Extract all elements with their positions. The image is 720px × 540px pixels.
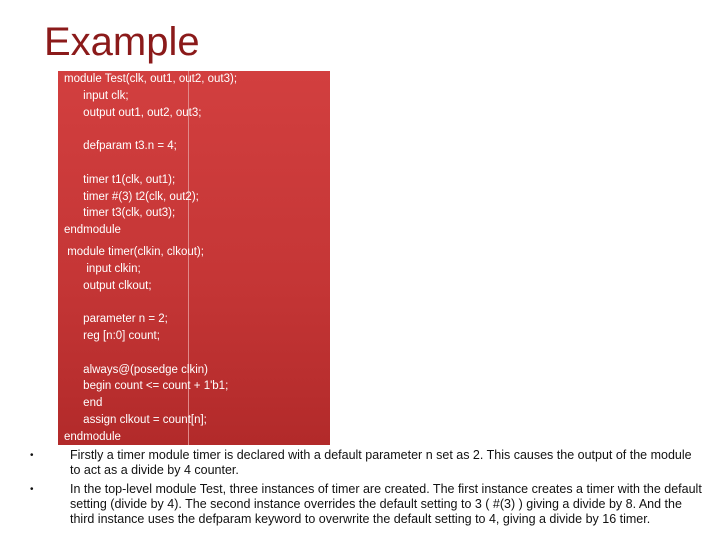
- explanation-list: [24, 448, 704, 540]
- code-block-timer-module: module timer(clkin, clkout); input clkin; output clkout; parameter n = 2; reg [n:0] count; always@(posedge clkin) begin count <= count + 1'b1; end assign clkout = count[n]; endmodule: [64, 246, 229, 443]
- slide-title: Example: [44, 20, 200, 64]
- note-text: Firstly a timer module timer is declared with a default parameter n set as 2. This causes the output of the module to act as a divide by 4 counter.: [70, 448, 692, 477]
- bullet-icon: •: [30, 484, 34, 495]
- list-item: [24, 482, 704, 527]
- code-block-test-module: module Test(clk, out1, out2, out3); input clk; output out1, out2, out3; defparam t3.n = 4; timer t1(clk, out1); timer #(3) t2(clk, out2); timer t3(clk, out3); endmodule: [64, 73, 238, 237]
- note-text: In the top-level module Test, three instances of timer are created. The first instance creates a timer with the default setting (divide by 4). The second instance overrides the default setting to 3 ( #(3) ) giving a divide by 8. And the third instance uses the defparam keyword to overwrite the default setting to 4, giving a divide by 16 timer.: [70, 482, 702, 526]
- list-item: [24, 448, 704, 478]
- bullet-icon: •: [30, 450, 34, 461]
